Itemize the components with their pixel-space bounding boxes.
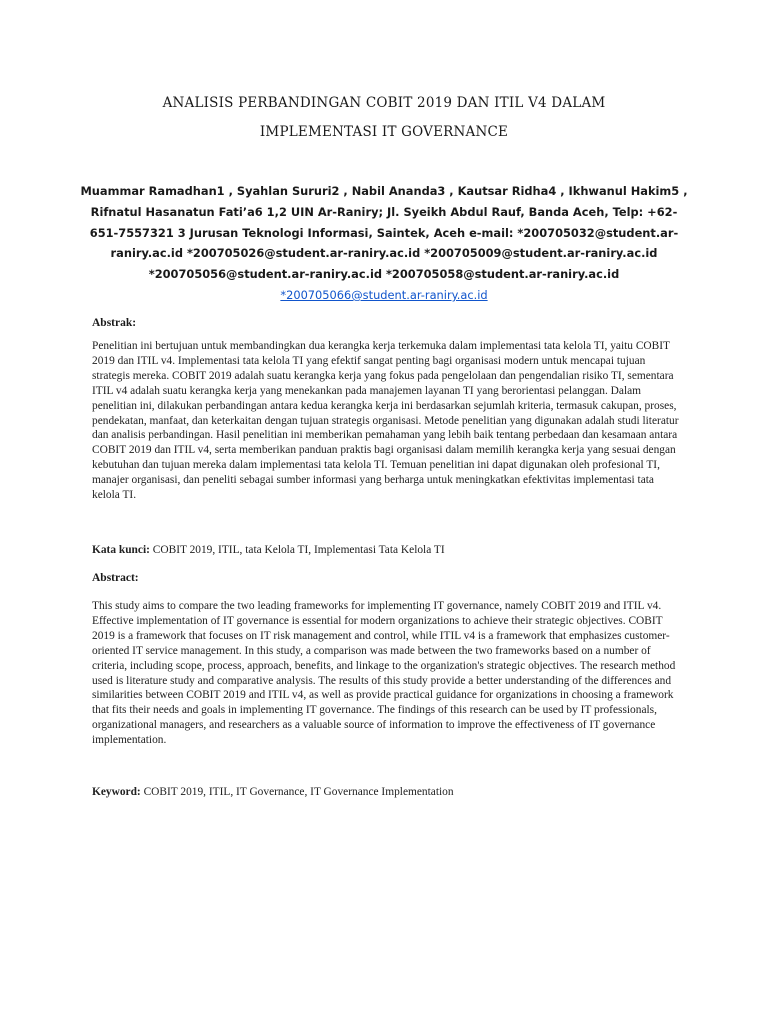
paper-title-line-1: ANALISIS PERBANDINGAN COBIT 2019 DAN ITIL V4 DALAM: [162, 95, 606, 111]
keyword-line: [92, 786, 692, 798]
keyword-label: Keyword:: [92, 786, 141, 798]
authors-affiliations: [78, 181, 690, 306]
author-email-link[interactable]: *200705066@student.ar-raniry.ac.id: [280, 287, 488, 302]
kata-kunci-text: COBIT 2019, ITIL, tata Kelola TI, Implementasi Tata Kelola TI: [149, 544, 445, 556]
abstrak-paragraph: Penelitian ini bertujuan untuk membandingkan dua kerangka kerja terkemuka dalam implementasi tata kelola TI, yaitu COBIT 2019 dan ITIL v4. Implementasi tata kelola TI yang efektif sangat penting bagi organisasi modern untuk mencapai tujuan strategis mereka. COBIT 2019 adalah suatu kerangka kerja yang fokus pada pengelolaan dan pengendalian risiko TI, sementara ITIL v4 adalah suatu kerangka kerja yang menekankan pada manajemen layanan TI yang berorientasi pelanggan. Dalam penelitian ini, dilakukan perbandingan antara kedua kerangka kerja ini berdasarkan sejumlah kriteria, termasuk cakupan, proses, pendekatan, manfaat, dan keterkaitan dengan tujuan strategis organisasi. Metode penelitian yang digunakan adalah studi literatur dan analisis perbandingan. Hasil penelitian ini memberikan pemahaman yang lebih baik tentang perbedaan dan kesamaan antara COBIT 2019 dan ITIL v4, serta memberikan panduan praktis bagi organisasi dalam memilih kerangka kerja yang sesuai dengan kebutuhan dan tujuan mereka dalam implementasi tata kelola TI. Temuan penelitian ini dapat digunakan oleh profesional TI, manajer organisasi, dan peneliti sebagai sumber informasi yang berharga untuk meningkatkan efektivitas implementasi tata kelola TI.: [92, 340, 679, 502]
abstract-paragraph: This study aims to compare the two leading frameworks for implementing IT governance, namely COBIT 2019 and ITIL v4. Effective implementation of IT governance is essential for modern organizations to achieve their strategic objectives. COBIT 2019 is a framework that focuses on IT risk management and control, while ITIL v4 is a framework that emphasizes customer-oriented IT service management. In this study, a comparison was made between the two frameworks based on a number of criteria, including scope, process, approach, benefits, and linkage to the organization's strategic objectives. The research method used is literature study and comparative analysis. The results of this study provide a better understanding of the differences and similarities between COBIT 2019 and ITIL v4, as well as provide practical guidance for organizations in choosing a framework that fits their needs and goals in implementing IT governance. The findings of this research can be used by IT professionals, organizational managers, and researchers as a valuable source of information to improve the effectiveness of IT governance implementation.: [92, 600, 676, 747]
authors-text: Muammar Ramadhan1 , Syahlan Sururi2 , Nabil Ananda3 , Kautsar Ridha4 , Ikhwanul Hakim5 , Rifnatul Hasanatun Fati’a6 1,2 UIN Ar-Raniry; Jl. Syeikh Abdul Rauf, Banda Aceh, Telp: +62-651-7557321 3 Jurusan Teknologi Informasi, Saintek, Aceh e-mail: *200705032@student.ar-raniry.ac.id *200705026@student.ar-raniry.ac.id *200705009@student.ar-raniry.ac.id *200705056@student.ar-raniry.ac.id *200705058@student.ar-raniry.ac.id: [80, 184, 688, 282]
keyword-text: COBIT 2019, ITIL, IT Governance, IT Governance Implementation: [140, 786, 454, 798]
abstrak-heading: Abstrak:: [92, 317, 137, 329]
kata-kunci-line: [92, 544, 692, 556]
kata-kunci-label: Kata kunci:: [92, 544, 150, 556]
paper-title-line-2: IMPLEMENTASI IT GOVERNANCE: [259, 124, 509, 140]
abstract-heading: Abstract:: [92, 572, 139, 584]
